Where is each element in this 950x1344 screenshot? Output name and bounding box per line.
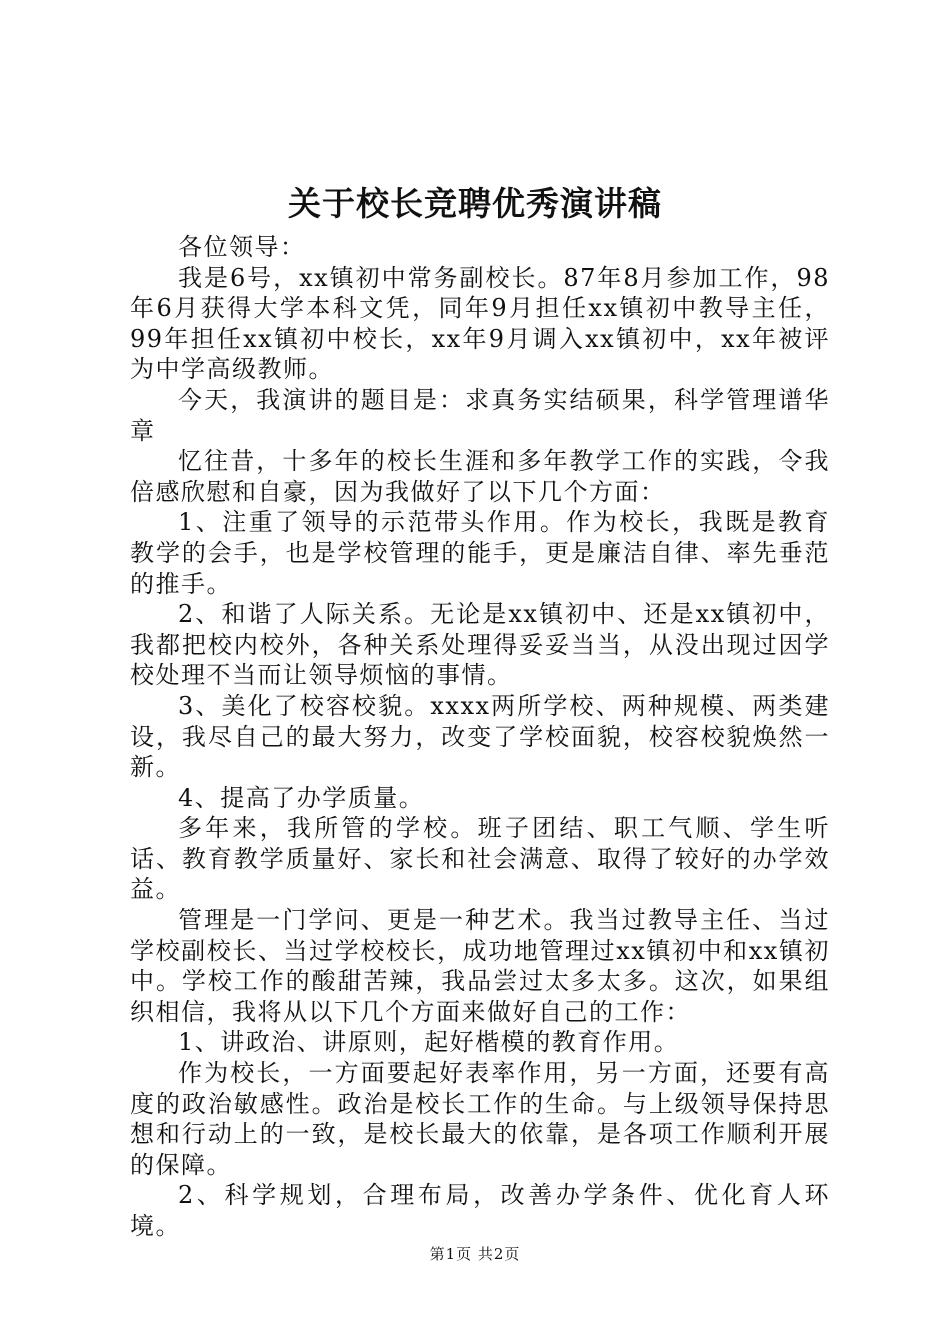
page-number-footer: 第1页 共2页 [429,1245,521,1263]
paragraph-plan-1-detail: 作为校长，一方面要起好表率作用，另一方面，还要有高度的政治敏感性。政治是校长工作的生命。与上级领导保持思想和行动上的一致，是校长最大的依靠，是各项工作顺利开展的保障。 [130,1059,830,1179]
paragraph-plan-2: 2、科学规划，合理布局，改善办学条件、优化育人环境。 [130,1181,830,1240]
document-body [130,232,830,1242]
paragraph-retrospect: 忆往昔，十多年的校长生涯和多年教学工作的实践，令我倍感欣慰和自豪，因为我做好了以下几个方面： [130,447,830,506]
document-title: 关于校长竞聘优秀演讲稿 [288,184,662,223]
paragraph-results: 多年来，我所管的学校。班子团结、职工气顺、学生听话、教育教学质量好、家长和社会满意、取得了较好的办学效益。 [130,814,830,904]
paragraph-point-3: 3、美化了校容校貌。xxxx两所学校、两种规模、两类建设，我尽自己的最大努力，改变了学校面貌，校容校貌焕然一新。 [130,691,830,782]
paragraph-point-1: 1、注重了领导的示范带头作用。作为校长，我既是教育教学的会手，也是学校管理的能手，更是廉洁自律、率先垂范的推手。 [130,508,830,598]
paragraph-salutation: 各位领导： [178,233,306,261]
paragraph-plan-1: 1、讲政治、讲原则，起好楷模的教育作用。 [178,1028,680,1057]
paragraph-point-4: 4、提高了办学质量。 [178,783,425,812]
paragraph-speech-topic: 今天，我演讲的题目是：求真务实结硕果，科学管理谱华章 [130,385,830,445]
paragraph-management: 管理是一门学问、更是一种艺术。我当过教导主任、当过学校副校长、当过学校校长，成功地管理过xx镇初中和xx镇初中。学校工作的酸甜苦辣，我品尝过太多太多。这次，如果组织相信，我将从以下几个方面来做好自己的工作： [130,906,830,1026]
paragraph-point-2: 2、和谐了人际关系。无论是xx镇初中、还是xx镇初中，我都把校内校外，各种关系处理得妥妥当当，从没出现过因学校处理不当而让领导烦恼的事情。 [130,600,830,690]
paragraph-introduction: 我是6号，xx镇初中常务副校长。87年8月参加工作，98年6月获得大学本科文凭，同年9月担任xx镇初中教导主任，99年担任xx镇初中校长，xx年9月调入xx镇初中，xx年被评为中学高级教师。 [130,263,830,384]
